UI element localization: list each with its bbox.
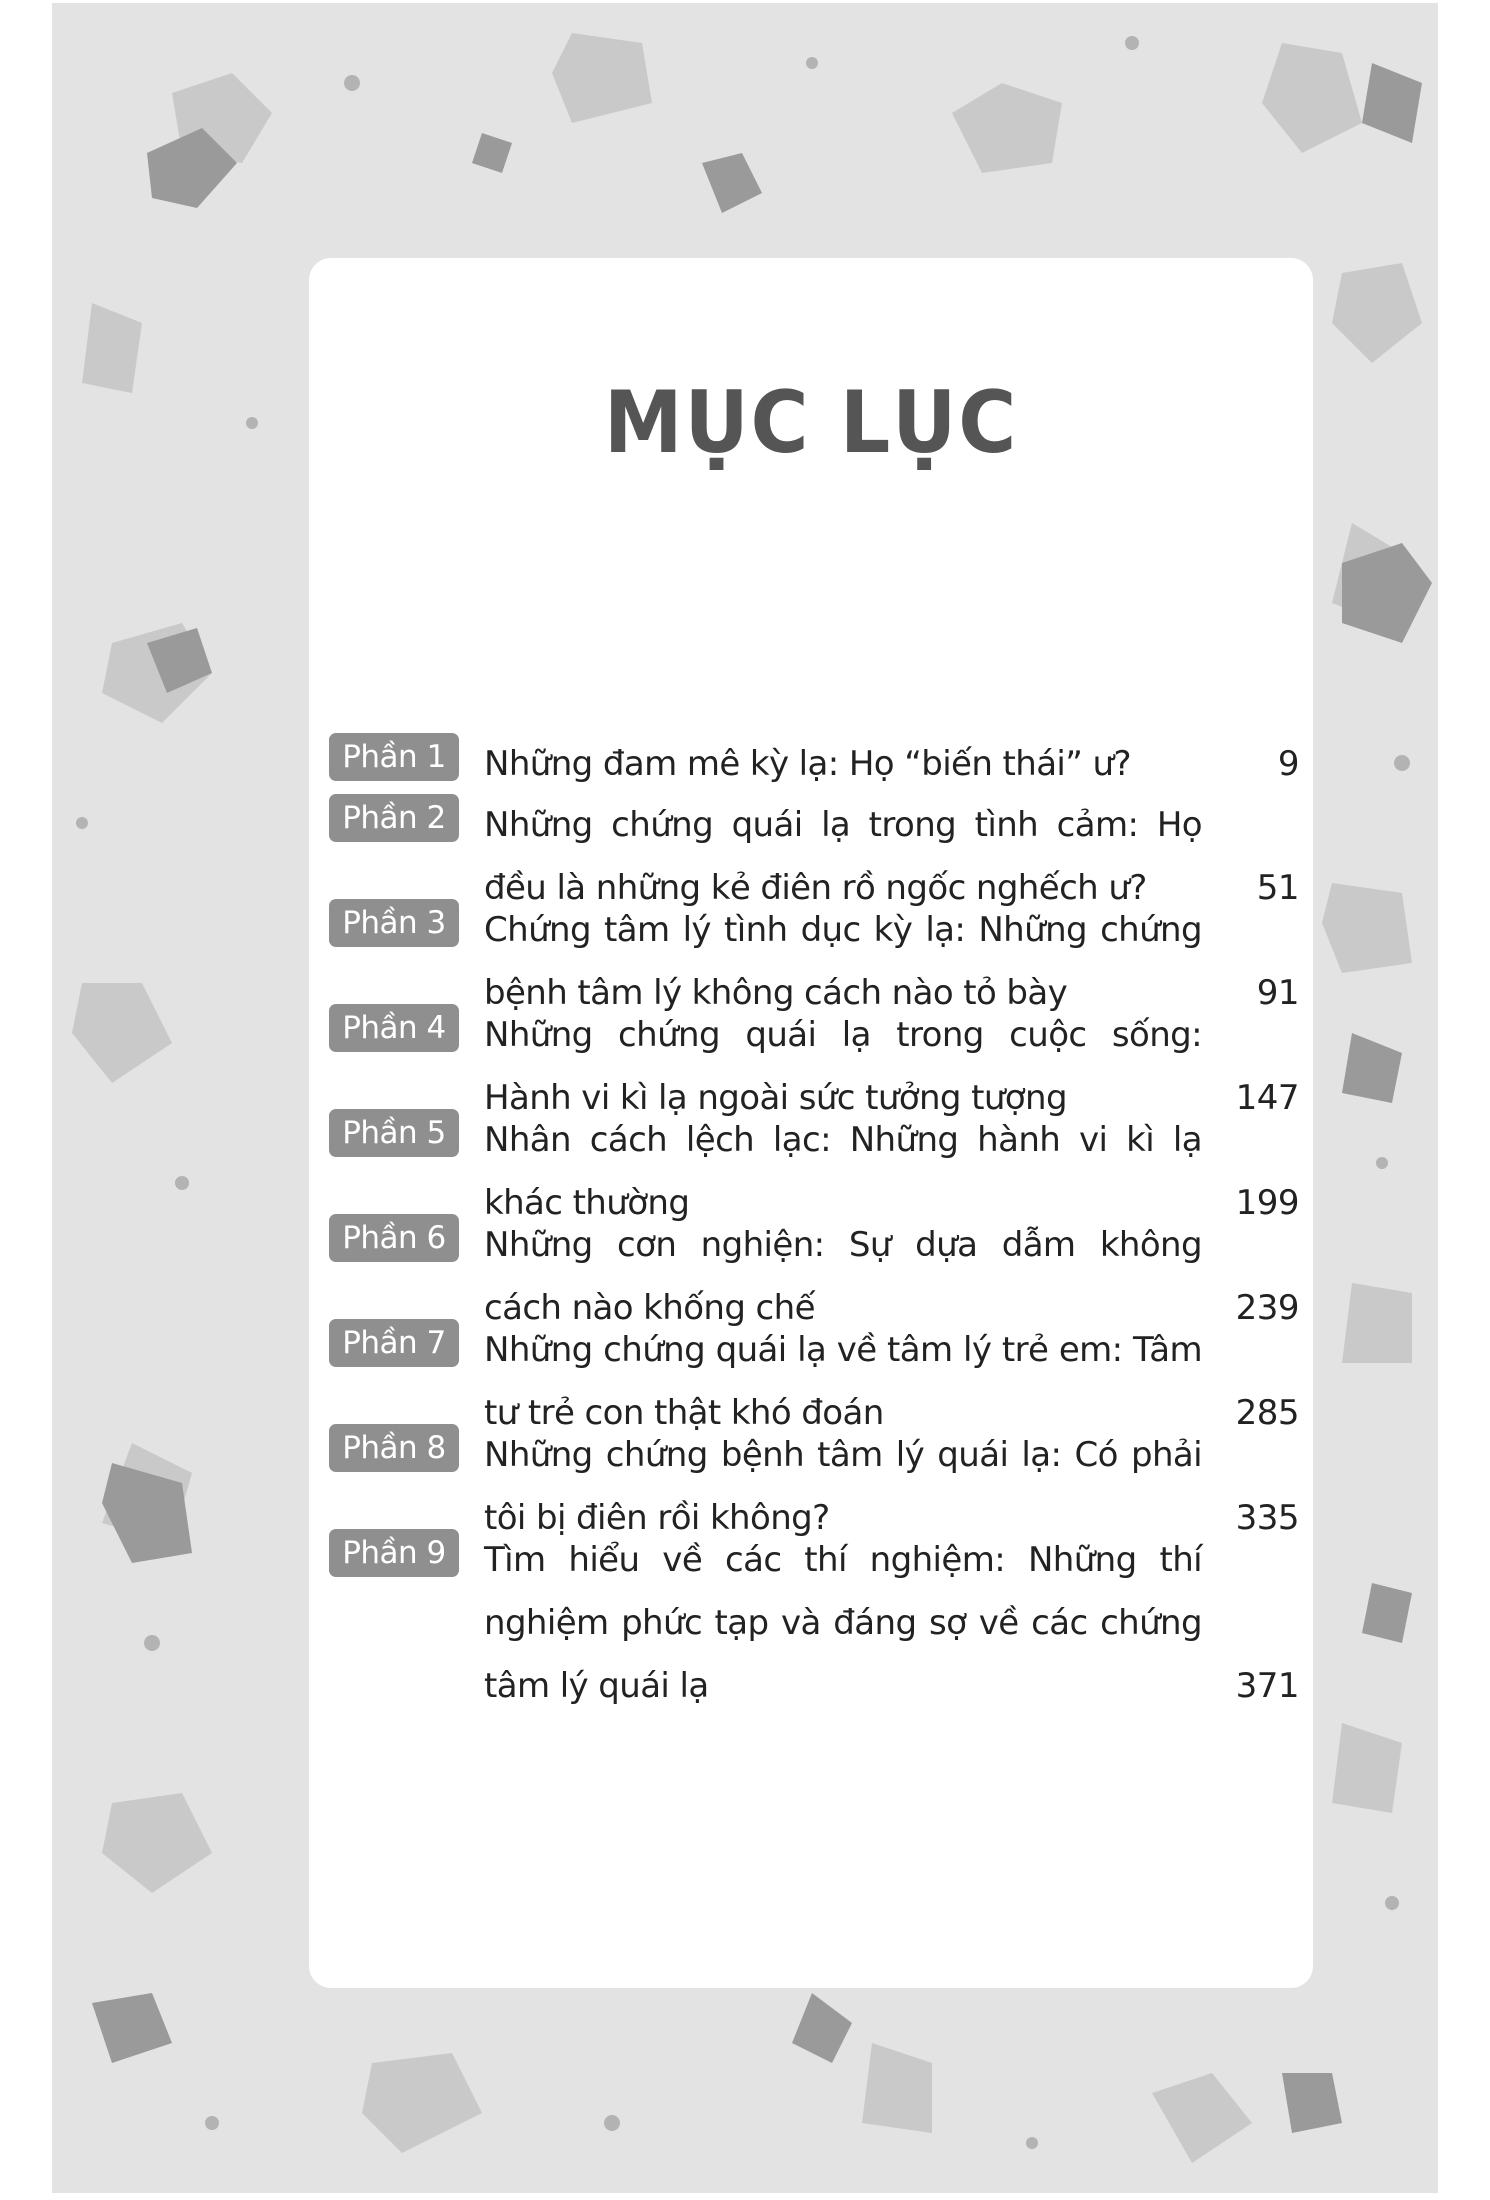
entry-title: Những chứng quái lạ trong cuộc sống: Hành vi kì lạ ngoài sức tưởng tượng: [484, 1015, 1202, 1118]
part-badge: Phần 9: [329, 1529, 459, 1577]
entry-title: Tìm hiểu về các thí nghiệm: Những thí nghiệm phức tạp và đáng sợ về các chứng tâm lý quái lạ: [484, 1540, 1202, 1706]
contents-card: [309, 258, 1313, 1988]
book-page: [52, 3, 1438, 2193]
entry-title: Những chứng bệnh tâm lý quái lạ: Có phải tôi bị điên rồi không?: [484, 1435, 1202, 1538]
page-number: 285: [1235, 1393, 1299, 1433]
page-title: MỤC LỤC: [603, 373, 1019, 473]
part-badge: Phần 2: [329, 794, 459, 842]
entry-title: Những chứng quái lạ trong tình cảm: Họ đều là những kẻ điên rồ ngốc nghếch ư?: [484, 805, 1202, 908]
page-number: 371: [1235, 1666, 1299, 1706]
entry-title: Những cơn nghiện: Sự dựa dẫm không cách nào khống chế: [484, 1225, 1202, 1328]
entry-title: Những chứng quái lạ về tâm lý trẻ em: Tâm tư trẻ con thật khó đoán: [484, 1330, 1202, 1433]
page-number: 51: [1256, 868, 1299, 908]
entry-title: Nhân cách lệch lạc: Những hành vi kì lạ khác thường: [484, 1120, 1202, 1223]
entry-title: Những đam mê kỳ lạ: Họ “biến thái” ư?: [484, 744, 1131, 784]
part-badge: Phần 4: [329, 1004, 459, 1052]
page-number: 199: [1235, 1183, 1299, 1223]
entry-title: Chứng tâm lý tình dục kỳ lạ: Những chứng bệnh tâm lý không cách nào tỏ bày: [484, 910, 1202, 1013]
page-number: 147: [1235, 1078, 1299, 1118]
part-badge: Phần 7: [329, 1319, 459, 1367]
part-badge: Phần 6: [329, 1214, 459, 1262]
page-number: 91: [1256, 973, 1299, 1013]
page-number: 9: [1277, 744, 1299, 784]
part-badge: Phần 8: [329, 1424, 459, 1472]
part-badge: Phần 5: [329, 1109, 459, 1157]
part-badge: Phần 1: [329, 733, 459, 781]
page-number: 239: [1235, 1288, 1299, 1328]
part-badge: Phần 3: [329, 899, 459, 947]
page-number: 335: [1235, 1498, 1299, 1538]
